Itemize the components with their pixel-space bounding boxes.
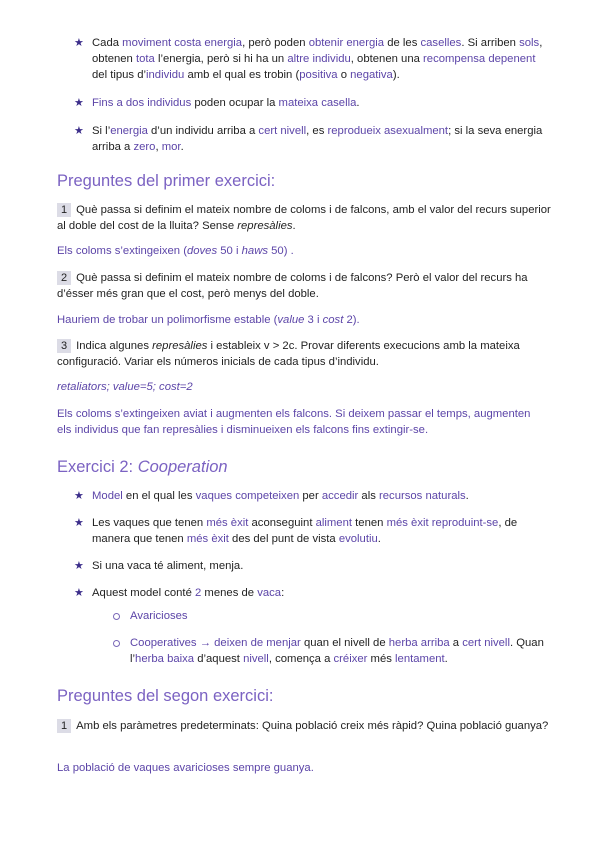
text-run: , obtenen una — [350, 53, 424, 65]
text-run: Indica algunes — [76, 340, 153, 352]
text-run: herba arriba — [388, 637, 450, 649]
text-run: l’energia, però si hi ha un — [154, 53, 288, 65]
question-text — [57, 272, 528, 300]
exercise-2-heading — [57, 457, 228, 477]
answer-2-1 — [57, 760, 557, 776]
answer-text — [57, 408, 530, 436]
text-run: aconseguint — [248, 517, 316, 529]
exercise-bullet — [0, 488, 600, 504]
text-run: Les vaques que tenen — [92, 517, 207, 529]
text-run: 50 i — [217, 245, 242, 257]
star-bullet-icon: ★ — [74, 97, 84, 109]
bullet-text — [92, 490, 469, 502]
text-run: Els coloms s’extingeixen ( — [57, 245, 187, 257]
exercise-bullet — [0, 558, 600, 574]
text-run: , obtenen — [92, 37, 543, 65]
text-run: poden ocupar la — [191, 97, 279, 109]
bullet-text — [92, 517, 517, 545]
star-bullet-icon: ★ — [74, 490, 84, 502]
text-run: doves — [186, 245, 218, 257]
text-run: Hauriem de trobar un polimorfisme estable ( — [57, 314, 278, 326]
text-run: nivell — [243, 653, 269, 665]
answer-1 — [57, 243, 557, 259]
text-run: a — [449, 637, 463, 649]
question-number-badge: 1 — [57, 203, 71, 217]
text-run: herba baixa — [135, 653, 195, 665]
text-run: represàlies — [152, 340, 208, 352]
text-run: . — [465, 490, 469, 502]
cow-type-text — [130, 637, 544, 665]
text-run: créixer — [333, 653, 368, 665]
intro-bullet — [0, 35, 600, 83]
text-run: negativa — [350, 69, 393, 81]
text-run: 3 i — [304, 314, 323, 326]
text-run: mateixa casella — [278, 97, 357, 109]
answer-text — [57, 762, 314, 774]
cow-type-list — [0, 608, 600, 667]
text-run: La població de vaques avaricioses sempre guanya. — [57, 762, 314, 774]
text-run: Amb els paràmetres predeterminats: Quina població creix més ràpid? Quina població guanya? — [76, 720, 549, 732]
text-run: reprodueix asexualment — [327, 125, 449, 137]
star-bullet-icon: ★ — [74, 560, 84, 572]
bullet-text — [92, 125, 542, 153]
text-run: cert nivell — [258, 125, 307, 137]
bullet-text — [92, 587, 284, 599]
text-run: caselles — [420, 37, 462, 49]
text-run: quan el nivell de — [300, 637, 389, 649]
question-3 — [57, 338, 557, 370]
text-run: , de manera que tenen — [92, 517, 518, 545]
cow-type-text — [130, 610, 188, 622]
text-run: . — [356, 97, 360, 109]
question-text — [57, 204, 551, 232]
text-run: més èxit — [186, 533, 229, 545]
text-run: als — [358, 490, 380, 502]
heading-italic: Cooperation — [137, 458, 228, 476]
text-run: Fins a dos individus — [92, 97, 192, 109]
bullet-text — [92, 37, 542, 81]
text-run: , es — [306, 125, 328, 137]
star-bullet-icon: ★ — [74, 37, 84, 49]
config-line: retaliators; value=5; cost=2 — [57, 381, 193, 393]
text-run: aliment — [315, 517, 353, 529]
intro-bullet — [0, 95, 600, 111]
text-run: mor — [161, 141, 181, 153]
star-bullet-icon: ★ — [74, 587, 84, 599]
text-run: accedir — [321, 490, 359, 502]
text-run: haws — [241, 245, 268, 257]
text-run: o — [337, 69, 351, 81]
text-run: Aquest model conté — [92, 587, 195, 599]
text-run: més èxit reproduint-se — [386, 517, 499, 529]
text-run: energia — [110, 125, 148, 137]
text-run: represàlies — [237, 220, 293, 232]
text-run: . — [292, 220, 296, 232]
text-run: i estableix v > 2c. Provar diferents execucions amb la mateixa configuració. Variar els números inicials de cada tipus d’individu. — [57, 340, 520, 368]
text-run: més èxit — [206, 517, 249, 529]
answer-text — [57, 245, 294, 257]
text-run: 50) . — [268, 245, 294, 257]
exercise-bullet — [0, 585, 600, 601]
text-run: Si una vaca té aliment, menja. — [92, 560, 244, 572]
text-run: del tipus d’ — [92, 69, 147, 81]
text-run: en el qual les — [122, 490, 196, 502]
text-run: tenen — [352, 517, 387, 529]
circle-bullet-icon — [113, 640, 120, 647]
text-run: , — [155, 141, 162, 153]
text-run: recursos naturals — [379, 490, 466, 502]
exercise-bullet — [0, 515, 600, 547]
text-run: sols — [519, 37, 540, 49]
intro-bullet-list — [0, 35, 600, 155]
answer-3 — [57, 406, 537, 438]
text-run: d’un individu arriba a — [147, 125, 259, 137]
text-run: Cada — [92, 37, 123, 49]
text-run: , però poden — [242, 37, 309, 49]
question-text — [76, 720, 548, 732]
question-text — [57, 340, 520, 368]
text-run: Què passa si definim el mateix nombre de coloms i de falcons, amb el valor del recurs superior al doble del cost de la lluita? Sense — [57, 204, 551, 232]
text-run: . Quan l’ — [130, 637, 544, 665]
text-run: zero — [133, 141, 156, 153]
question-number-badge: 3 — [57, 339, 71, 353]
star-bullet-icon: ★ — [74, 125, 84, 137]
text-run: . — [180, 141, 184, 153]
text-run: més — [367, 653, 396, 665]
text-run: altre individu — [287, 53, 351, 65]
text-run: Avaricioses — [130, 610, 188, 622]
text-run: . — [377, 533, 381, 545]
text-run: positiva — [299, 69, 338, 81]
text-run: per — [299, 490, 322, 502]
text-run: vaques competeixen — [195, 490, 300, 502]
text-run: menes de — [201, 587, 258, 599]
text-run: Què passa si definim el mateix nombre de coloms i de falcons? Però el valor del recurs ha d’ésser més gran que el cost, però menys del doble. — [57, 272, 528, 300]
text-run: : — [281, 587, 285, 599]
text-run: Model — [92, 490, 123, 502]
answer-text — [57, 314, 360, 326]
star-bullet-icon: ★ — [74, 517, 84, 529]
text-run: . — [444, 653, 448, 665]
question-number-badge: 2 — [57, 271, 71, 285]
question-1 — [57, 202, 557, 234]
cow-type-item — [0, 608, 600, 624]
text-run: cert nivell — [462, 637, 510, 649]
heading-prefix: Exercici 2: — [57, 458, 138, 476]
text-run: des del punt de vista — [228, 533, 339, 545]
text-run: lentament — [395, 653, 445, 665]
text-run: value — [277, 314, 305, 326]
text-run: 2). — [343, 314, 360, 326]
circle-bullet-icon — [113, 613, 120, 620]
answer-2 — [57, 312, 557, 328]
text-run: . Si arriben — [461, 37, 520, 49]
text-run: Cooperatives → deixen de menjar — [130, 637, 301, 649]
text-run: individu — [146, 69, 185, 81]
text-run: 2 — [195, 587, 202, 599]
text-run: obtenir energia — [308, 37, 385, 49]
text-run: ; si la seva energia arriba a — [92, 125, 543, 153]
bullet-text — [92, 560, 243, 572]
text-run: evolutiu — [338, 533, 378, 545]
text-run: Els coloms s’extingeixen aviat i augmenten els falcons. Si deixem passar el temps, augmenten els individus que fan represàlies i disminueixen els falcons fins extingir-se. — [57, 408, 531, 436]
text-run: tota — [135, 53, 155, 65]
cow-type-item — [0, 635, 600, 667]
text-run: , comença a — [268, 653, 334, 665]
text-run: recompensa depenent — [423, 53, 536, 65]
question-2-1 — [57, 718, 557, 734]
text-run: de les — [384, 37, 421, 49]
text-run: Si l’ — [92, 125, 111, 137]
question-2 — [57, 270, 557, 302]
text-run: moviment costa energia — [122, 37, 243, 49]
section-heading-second-exercise: Preguntes del segon exercici: — [57, 687, 274, 705]
text-run: cost — [322, 314, 344, 326]
text-run: ). — [392, 69, 400, 81]
text-run: d’aquest — [194, 653, 244, 665]
exercise-2-bullet-list — [0, 488, 600, 601]
bullet-text — [92, 97, 360, 109]
text-run: vaca — [257, 587, 282, 599]
section-heading-first-exercise: Preguntes del primer exercici: — [57, 172, 276, 190]
intro-bullet — [0, 123, 600, 155]
text-run: amb el qual es trobin ( — [184, 69, 300, 81]
question-number-badge: 1 — [57, 719, 71, 733]
